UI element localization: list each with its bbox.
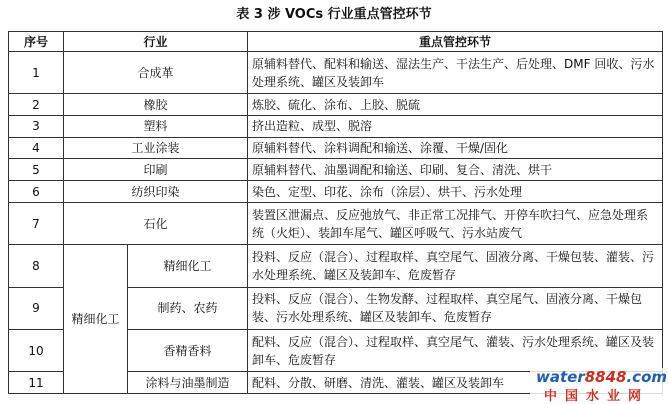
site-watermark-logo bbox=[530, 368, 668, 404]
row-no: 6 bbox=[9, 181, 64, 203]
watermark-brand-blue: water bbox=[536, 368, 585, 386]
header-industry: 行业 bbox=[64, 32, 248, 52]
table-row bbox=[9, 116, 663, 138]
table-row bbox=[9, 52, 663, 94]
row-no: 3 bbox=[9, 116, 64, 138]
row-no: 7 bbox=[9, 202, 64, 244]
row-links: 装置区泄漏点、反应弛放气、非正常工况排气、开停车吹扫气、应急处理系统（火炬）、装卸车尾气、罐区呼吸气、污水站废气 bbox=[248, 202, 663, 244]
table-row bbox=[9, 137, 663, 159]
row-industry: 工业涂装 bbox=[64, 137, 248, 159]
row-no: 2 bbox=[9, 94, 64, 116]
row-industry: 塑料 bbox=[64, 116, 248, 138]
row-industry: 印刷 bbox=[64, 159, 248, 181]
table-row bbox=[9, 159, 663, 181]
row-no: 4 bbox=[9, 137, 64, 159]
row-sub-industry: 精细化工 bbox=[128, 245, 248, 287]
row-links: 投料、反应（混合）、过程取样、真空尾气、固液分离、干燥包装、灌装、污水处理系统、罐区及装卸车、危废暂存 bbox=[248, 245, 663, 287]
table-row bbox=[9, 245, 663, 287]
header-links: 重点管控环节 bbox=[248, 32, 663, 52]
watermark-brand bbox=[536, 368, 667, 386]
row-links: 原辅料替代、配料和输送、湿法生产、干法生产、后处理、DMF 回收、污水处理系统、罐区及装卸车 bbox=[248, 52, 663, 94]
row-links: 原辅料替代、油墨调配和输送、印刷、复合、清洗、烘干 bbox=[248, 159, 663, 181]
row-links: 配料、分散、研磨、清洗、灌装、罐区及装卸车 bbox=[248, 372, 663, 394]
header-no: 序号 bbox=[9, 32, 64, 52]
vocs-control-table bbox=[8, 31, 663, 394]
row-no: 9 bbox=[9, 287, 64, 329]
row-industry: 橡胶 bbox=[64, 94, 248, 116]
header-row bbox=[9, 32, 663, 52]
row-no: 8 bbox=[9, 245, 64, 287]
watermark-brand-suffix: .com bbox=[626, 368, 668, 386]
row-industry-group: 精细化工 bbox=[64, 245, 128, 394]
row-industry: 石化 bbox=[64, 202, 248, 244]
table-caption: 表 3 涉 VOCs 行业重点管控环节 bbox=[236, 7, 432, 22]
row-links: 染色、定型、印花、涂布（涂层）、烘干、污水处理 bbox=[248, 181, 663, 203]
row-no: 11 bbox=[9, 372, 64, 394]
row-links: 投料、反应（混合）、生物发酵、过程取样、真空尾气、固液分离、干燥包装、污水处理系统、罐区及装卸车、危废暂存 bbox=[248, 287, 663, 329]
watermark-brand-red: 8848 bbox=[584, 368, 627, 386]
row-links: 配料、反应（混合）、过程取样、真空尾气、灌装、污水处理系统、罐区及装卸车、危废暂存 bbox=[248, 329, 663, 371]
watermark-cn: 中国水业网 bbox=[544, 389, 650, 404]
row-no: 1 bbox=[9, 52, 64, 94]
table-row bbox=[9, 94, 663, 116]
row-industry: 合成革 bbox=[64, 52, 248, 94]
row-no: 10 bbox=[9, 329, 64, 371]
row-links: 原辅料替代、涂料调配和输送、涂覆、干燥/固化 bbox=[248, 137, 663, 159]
row-no: 5 bbox=[9, 159, 64, 181]
row-industry: 纺织印染 bbox=[64, 181, 248, 203]
row-sub-industry: 香精香料 bbox=[128, 329, 248, 371]
row-links: 炼胶、硫化、涂布、上胶、脱硫 bbox=[248, 94, 663, 116]
row-links: 挤出造粒、成型、脱溶 bbox=[248, 116, 663, 138]
row-sub-industry: 涂料与油墨制造 bbox=[128, 372, 248, 394]
table-row bbox=[9, 181, 663, 203]
table-row bbox=[9, 202, 663, 244]
row-sub-industry: 制药、农药 bbox=[128, 287, 248, 329]
